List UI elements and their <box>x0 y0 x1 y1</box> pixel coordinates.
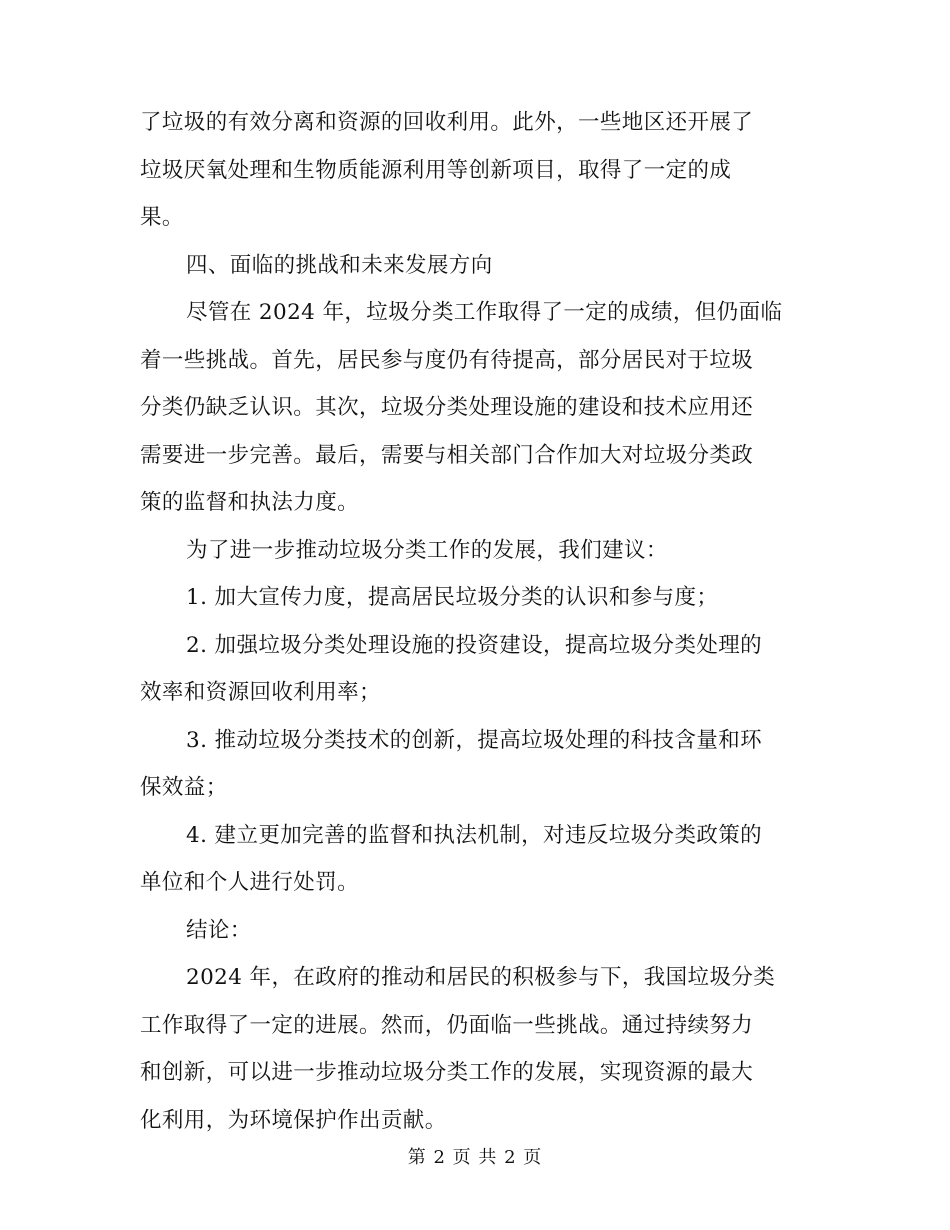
section-heading-challenges <box>140 242 812 290</box>
list-item-text: 效率和资源回收利用率； <box>140 680 381 705</box>
section-heading: 结论： <box>186 917 252 943</box>
list-item-2 <box>140 622 812 717</box>
list-item-4 <box>140 812 812 907</box>
text-line: 为了进一步推动垃圾分类工作的发展，我们建议： <box>186 537 668 563</box>
list-item-text: 1. 加大宣传力度，提高居民垃圾分类的认识和参与度； <box>186 585 719 610</box>
text-line: 垃圾厌氧处理和生物质能源利用等创新项目，取得了一定的成 <box>140 157 732 183</box>
list-item-text: 3. 推动垃圾分类技术的创新，提高垃圾处理的科技含量和环 <box>186 727 763 753</box>
text-line: 工作取得了一定的进展。然而，仍面临一些挑战。通过持续努力 <box>140 1012 754 1038</box>
page-number-footer: 第 2 页 共 2 页 <box>407 1147 543 1168</box>
text-line: 尽管在 2024 年，垃圾分类工作取得了一定的成绩，但仍面临 <box>186 300 783 325</box>
section-heading: 四、面临的挑战和未来发展方向 <box>186 252 493 278</box>
list-item-text: 单位和个人进行处罚。 <box>140 870 360 895</box>
text-line: 果。 <box>140 205 184 230</box>
list-item-text: 2. 加强垃圾分类处理设施的投资建设，提高垃圾分类处理的 <box>186 632 763 658</box>
document-body <box>140 99 812 1144</box>
list-item-1 <box>140 574 812 622</box>
text-line: 着一些挑战。首先，居民参与度仍有待提高，部分居民对于垃圾 <box>140 347 754 373</box>
text-line: 和创新，可以进一步推动垃圾分类工作的发展，实现资源的最大 <box>140 1060 754 1085</box>
text-line: 化利用，为环境保护作出贡献。 <box>140 1107 447 1133</box>
paragraph-continued-processing <box>140 99 812 242</box>
conclusion-heading <box>140 907 812 955</box>
text-line: 策的监督和执法力度。 <box>140 490 360 515</box>
list-item-text: 4. 建立更加完善的监督和执法机制，对违反垃圾分类政策的 <box>186 822 763 848</box>
paragraph-conclusion <box>140 954 812 1144</box>
text-line: 需要进一步完善。最后，需要与相关部门合作加大对垃圾分类政 <box>140 442 754 468</box>
list-item-text: 保效益； <box>140 775 228 800</box>
paragraph-challenges <box>140 289 812 527</box>
list-item-3 <box>140 717 812 812</box>
text-line: 分类仍缺乏认识。其次，垃圾分类处理设施的建设和技术应用还 <box>140 395 754 420</box>
paragraph-suggestions-intro <box>140 527 812 575</box>
text-line: 了垃圾的有效分离和资源的回收利用。此外，一些地区还开展了 <box>140 110 754 135</box>
text-line: 2024 年，在政府的推动和居民的积极参与下，我国垃圾分类 <box>186 965 776 990</box>
